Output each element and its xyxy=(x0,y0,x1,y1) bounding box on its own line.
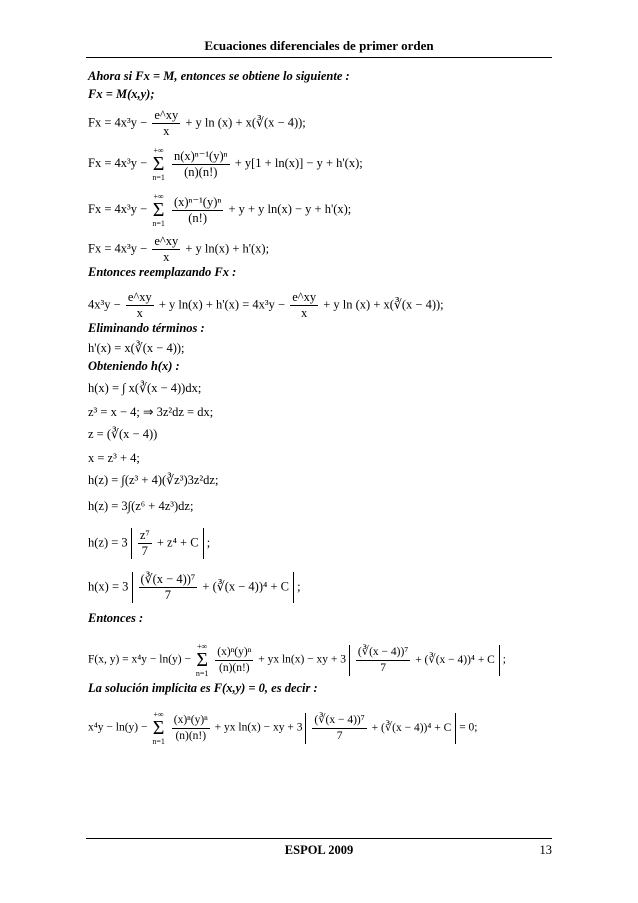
equation-1: Fx = 4x³y − $\frac{e\^{}xy}{x}$ + y ln (x) + x(∛(x − 4)); xyxy=(88,108,306,138)
equation-h4: x = z³ + 4; xyxy=(88,451,140,465)
page-header: Ecuaciones diferenciales de primer orden xyxy=(86,38,552,58)
equation-3: Fx = 4x³y − +∞ Σ n=1 $\frac{\text{(x)ⁿ⁻¹(y)ⁿ}}{(n!)}$ + y + y ln(x) − y + h'(x); xyxy=(88,192,352,228)
fx-definition: Fx = M(x,y); xyxy=(88,87,155,101)
equation-4: Fx = 4x³y − $\frac{e\^{}xy}{x}$ + y ln(x) + h'(x); xyxy=(88,234,270,264)
equation-h2: z³ = x − 4; ⇒ 3z²dz = dx; xyxy=(88,405,214,419)
equation-2: Fx = 4x³y − +∞ Σ n=1 $\frac{\text{n(x)ⁿ⁻¹(y)ⁿ}}{(n)(n!)}$ + y[1 + ln(x)] − y + h'(x); xyxy=(88,146,363,182)
equation-solution: x⁴y − ln(y) − +∞ Σ n=1 $\frac{\text{(x)ⁿ(y)ⁿ}}{(n)(n!)}$ + yx ln(x) − xy + 3 $\frac{\text{(∛(x − 4))⁷}}{7}$ + (∛(x − 4))⁴ + C = 0; xyxy=(88,710,478,746)
equation-replace: 4x³y − $\frac{e\^{}xy}{x}$ + y ln(x) + h'(x) = 4x³y − $\frac{e\^{}xy}{x}$ + y ln (x) + x(∛(x − 4)); xyxy=(88,290,444,320)
equation-h6: h(z) = 3∫(z⁶ + 4z³)dz; xyxy=(88,499,194,513)
equation-h7: h(z) = 3 $\frac{\text{z⁷}}{7}$ + z⁴ + C ; xyxy=(88,528,211,558)
obtain-h-text: Obteniendo h(x) : xyxy=(88,359,180,373)
then-text: Entonces : xyxy=(88,611,144,625)
eliminate-text: Eliminando términos : xyxy=(88,321,205,335)
footer-center: ESPOL 2009 xyxy=(284,843,354,857)
equation-F: F(x, y) = x⁴y − ln(y) − +∞ Σ n=1 $\frac{\text{(x)ⁿ(y)ⁿ}}{(n)(n!)}$ + yx ln(x) − xy + 3 $\frac{\text{(∛(x − 4))⁷}}{7}$ + (∛(x − 4))⁴ + C ; xyxy=(88,642,506,678)
equation-eliminate: h'(x) = x(∛(x − 4)); xyxy=(88,341,185,355)
equation-h3: z = (∛(x − 4)) xyxy=(88,427,158,441)
intro-text: Ahora si Fx = M, entonces se obtiene lo siguiente : xyxy=(88,69,350,83)
replace-text: Entonces reemplazando Fx : xyxy=(88,265,237,279)
equation-h1: h(x) = ∫ x(∛(x − 4))dx; xyxy=(88,381,202,395)
page-number: 13 xyxy=(539,843,552,857)
equation-h5: h(z) = ∫(z³ + 4)(∛z³)3z²dz; xyxy=(88,473,219,487)
implicit-text: La solución implícita es F(x,y) = 0, es decir : xyxy=(88,681,318,695)
equation-h8: h(x) = 3 $\frac{\text{(∛(x − 4))⁷}}{7}$ + (∛(x − 4))⁴ + C ; xyxy=(88,572,301,602)
page-footer xyxy=(86,838,552,859)
